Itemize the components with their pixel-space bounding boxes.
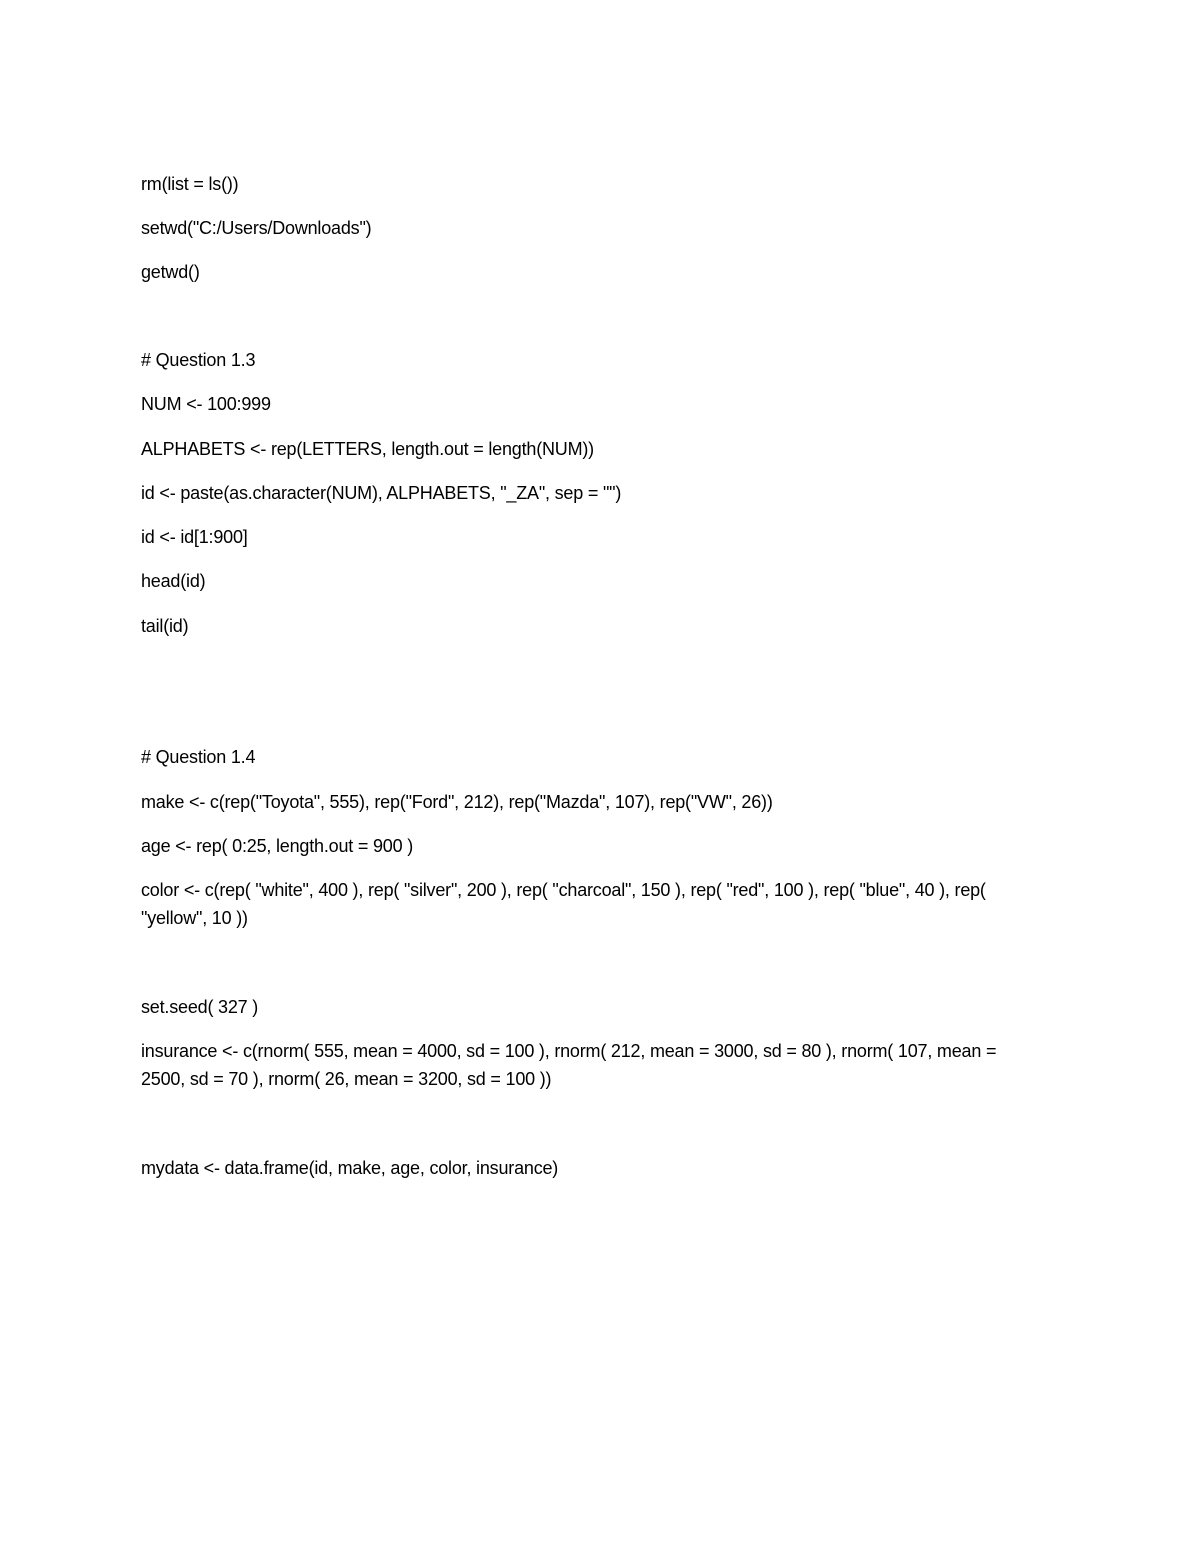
code-line-setwd: setwd("C:/Users/Downloads") bbox=[141, 218, 372, 238]
comment-question-1-3: # Question 1.3 bbox=[141, 350, 256, 370]
code-line-mydata: mydata <- data.frame(id, make, age, color, insurance) bbox=[141, 1158, 559, 1178]
code-line-color: color <- c(rep( "white", 400 ), rep( "silver", 200 ), rep( "charcoal", 150 ), rep( "red", 100 ), rep( "blue", 40 ), rep( "yellow", 10 )) bbox=[141, 880, 991, 928]
code-line-age: age <- rep( 0:25, length.out = 900 ) bbox=[141, 836, 413, 856]
code-line-id-subset: id <- id[1:900] bbox=[141, 527, 248, 547]
code-line-tail: tail(id) bbox=[141, 616, 189, 636]
code-line-rm: rm(list = ls()) bbox=[141, 174, 239, 194]
code-line-head: head(id) bbox=[141, 571, 206, 591]
code-line-make: make <- c(rep("Toyota", 555), rep("Ford", 212), rep("Mazda", 107), rep("VW", 26)) bbox=[141, 792, 773, 812]
code-line-id-paste: id <- paste(as.character(NUM), ALPHABETS, "_ZA", sep = "") bbox=[141, 483, 622, 503]
comment-question-1-4: # Question 1.4 bbox=[141, 747, 256, 767]
code-line-getwd: getwd() bbox=[141, 262, 200, 282]
code-line-set-seed: set.seed( 327 ) bbox=[141, 997, 259, 1017]
code-line-num: NUM <- 100:999 bbox=[141, 394, 271, 414]
code-line-alphabets: ALPHABETS <- rep(LETTERS, length.out = length(NUM)) bbox=[141, 439, 594, 459]
code-line-insurance: insurance <- c(rnorm( 555, mean = 4000, sd = 100 ), rnorm( 212, mean = 3000, sd = 80 ), rnorm( 107, mean = 2500, sd = 70 ), rnorm( 26, mean = 3200, sd = 100 )) bbox=[141, 1041, 1002, 1089]
